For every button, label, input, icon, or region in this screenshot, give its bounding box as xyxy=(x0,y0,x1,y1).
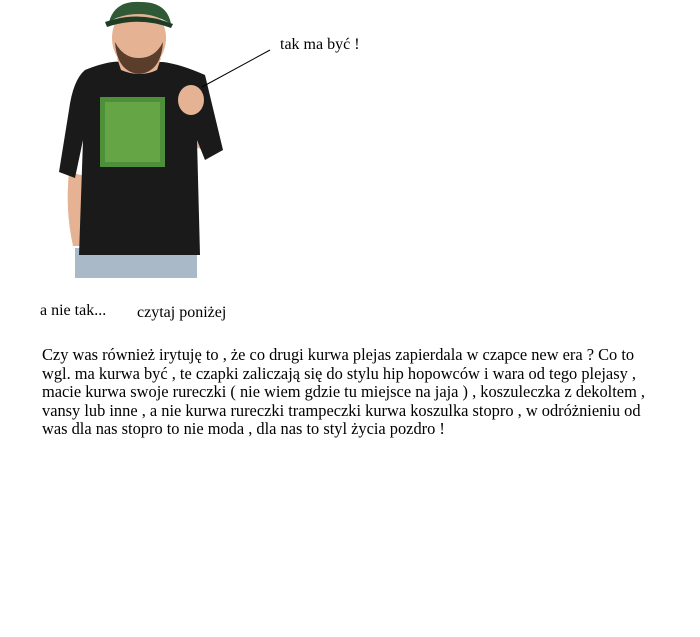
caption-bottom-left: a nie tak... xyxy=(40,302,107,319)
callout-line xyxy=(200,45,275,90)
caption-top-right: tak ma być ! xyxy=(280,36,360,53)
shirt-print-inner xyxy=(105,102,160,162)
caption-bottom-middle: czytaj poniżej xyxy=(137,304,227,321)
body-text: Czy was również irytuję to , że co drugi kurwa plejas zapierdala w czapce new era ? Co to wgl. ma kurwa być , te czapki zaliczają się do stylu hip hopowców i wara od tego plejasy , macie kurwa swoje rureczki ( nie wiem gdzie tu miejsce na jaja ) , koszuleczka z dekoltem , vansy lub inne , a nie kurwa rureczki trampeczki kurwa koszulka stopro , w odróżnieniu od was dla nas stopro to nie moda , dla nas to styl życia pozdro ! xyxy=(42,345,646,439)
man-photo xyxy=(55,0,230,278)
